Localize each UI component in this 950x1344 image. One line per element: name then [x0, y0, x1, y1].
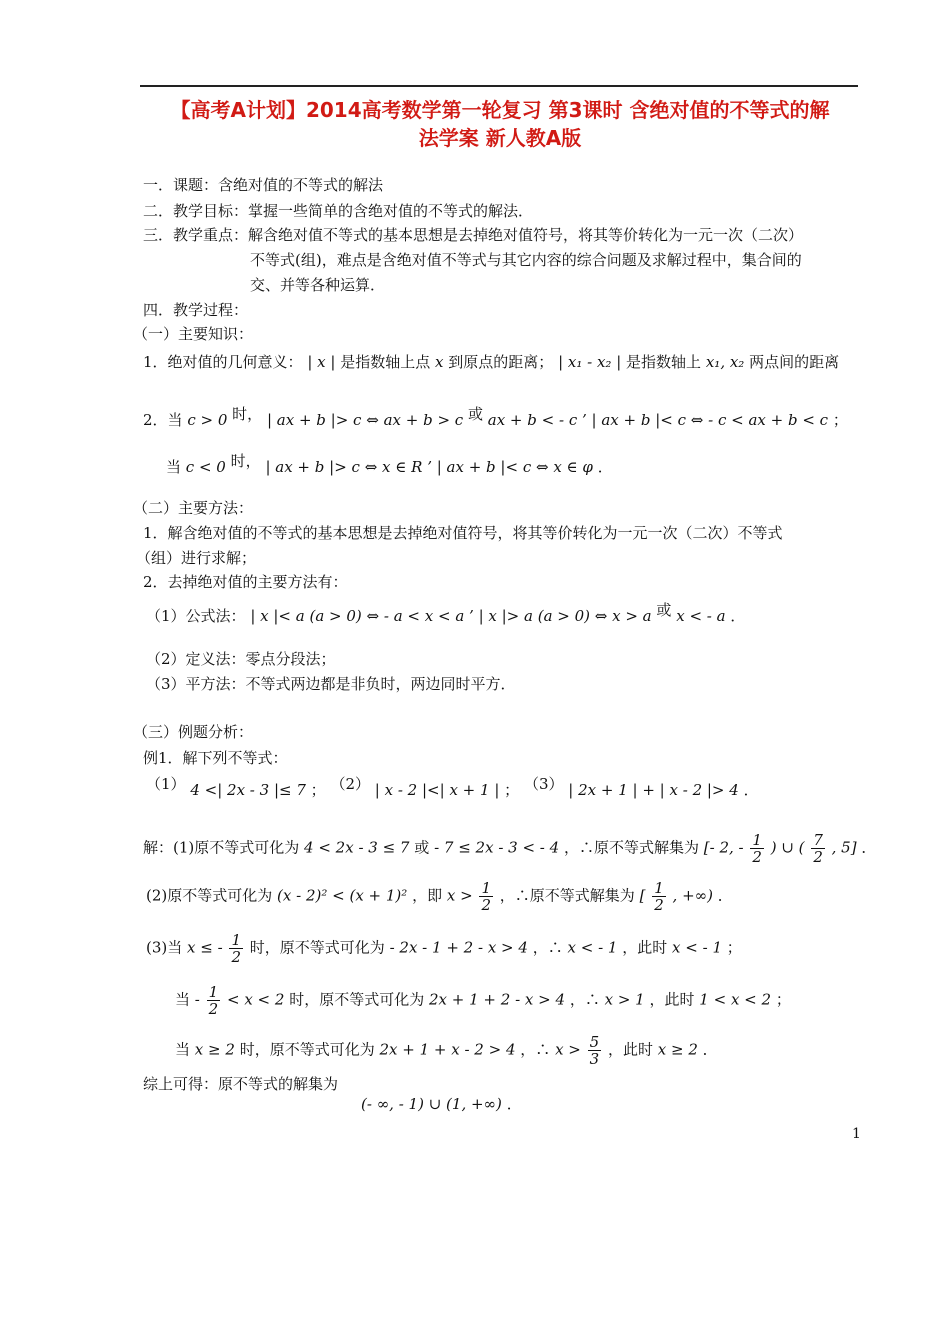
- math-expression: - 2x - 1 + 2 - x > 4: [389, 938, 528, 957]
- text: 综上可得：原不等式的解集为: [143, 1075, 339, 1093]
- math-expression: [- 2, -: [703, 838, 744, 857]
- process-heading: 四．教学过程：: [143, 301, 249, 319]
- text: ．: [597, 458, 613, 476]
- text: ．: [702, 1040, 718, 1059]
- text: （3）: [523, 775, 564, 793]
- math-expression: x ≥ 2: [657, 1040, 698, 1059]
- knowledge-item-2: [143, 405, 848, 430]
- text: 当: [175, 1040, 191, 1059]
- text: ；: [775, 990, 791, 1009]
- title-line-2: 法学案 新人教A版: [418, 126, 582, 150]
- text: ．: [717, 886, 733, 905]
- method-2: 2．去掉绝对值的主要方法有：: [143, 573, 348, 591]
- text: ，∴: [569, 990, 600, 1009]
- text: 是指数轴上: [626, 353, 702, 371]
- math-expression: x ≤ -: [187, 938, 223, 957]
- text: (3)当: [146, 938, 183, 957]
- text: ，此时: [622, 938, 668, 957]
- method-definition: （2）定义法：零点分段法；: [146, 650, 336, 668]
- text: ．: [861, 838, 877, 857]
- math-expression: ax + b < - c: [487, 411, 578, 429]
- text: （1）公式法：: [146, 607, 246, 625]
- main-knowledge-heading: （一）主要知识：: [133, 325, 254, 343]
- fraction: $\frac{1}{2}$: [752, 831, 762, 866]
- focus-line-2: 不等式(组)，难点是含绝对值不等式与其它内容的综合问题及求解过程中，集合间的: [250, 251, 802, 269]
- math-condition: c < 0: [185, 458, 226, 476]
- text: 到原点的距离；: [448, 353, 554, 371]
- math-expression: (x - 2)² < (x + 1)²: [277, 886, 408, 905]
- topic-line: 一．课题：含绝对值的不等式的解法: [143, 176, 384, 194]
- text: ，∴: [532, 938, 563, 957]
- math-condition: c > 0: [187, 411, 228, 429]
- math-expression: | 2x + 1 | + | x - 2 |> 4: [568, 781, 739, 799]
- text: （1）: [146, 775, 186, 793]
- math-expression: 2x + 1 + 2 - x > 4: [429, 990, 566, 1009]
- text: ．: [743, 781, 759, 799]
- math-expression: x < - a: [676, 607, 726, 625]
- text: 时，: [230, 452, 261, 470]
- text: ，∴: [520, 1040, 551, 1059]
- fraction: $\frac{7}{2}$: [813, 831, 823, 866]
- text: ；: [310, 781, 326, 799]
- solution-2: [146, 880, 733, 913]
- math-expression: , 5]: [831, 838, 857, 857]
- text: 当: [175, 990, 191, 1009]
- math-expression: - 7 ≤ 2x - 3 < - 4: [434, 838, 560, 857]
- math-expression: -: [194, 990, 200, 1009]
- text: 2．当: [143, 411, 183, 429]
- fraction: $\frac{1}{2}$: [654, 879, 664, 914]
- method-1-line-1: 1．解含绝对值的不等式的基本思想是去掉绝对值符号，将其等价转化为一元一次（二次）不等式: [143, 524, 783, 542]
- text: 1．绝对值的几何意义：: [143, 353, 303, 371]
- knowledge-item-3: [166, 452, 613, 477]
- math-expression: , +∞): [672, 886, 713, 905]
- text: ．: [506, 1095, 522, 1113]
- text: 时，: [232, 405, 263, 423]
- examples-heading: （三）例题分析：: [133, 723, 254, 741]
- math-expression: 4 <| 2x - 3 |≤ 7: [190, 781, 306, 799]
- fraction: $\frac{1}{2}$: [481, 879, 491, 914]
- math-expression: < x < 2: [226, 990, 285, 1009]
- math-expression: x < - 1: [567, 938, 618, 957]
- text: ，此时: [607, 1040, 653, 1059]
- document-title: [130, 96, 870, 152]
- math-expression: 4 < 2x - 3 ≤ 7: [304, 838, 410, 857]
- text: ，∴原不等式解集为: [499, 886, 635, 905]
- text: 时，原不等式可化为: [249, 938, 385, 957]
- text: （2）: [330, 775, 371, 793]
- solution-1: [143, 832, 876, 865]
- summary-line: [143, 1074, 522, 1114]
- header-rule: [140, 85, 858, 87]
- math-expression: x >: [446, 886, 473, 905]
- text: 当: [166, 458, 182, 476]
- text: 时，原不等式可化为: [239, 1040, 375, 1059]
- math-expression: | x - 2 |<| x + 1 |: [374, 781, 500, 799]
- math-expression: | ax + b |> c ⇔ x ∈ R ’ | ax + b |< c ⇔ x ∈ φ: [265, 458, 593, 476]
- solution-3-case-2: [175, 984, 791, 1017]
- method-square: （3）平方法：不等式两边都是非负时，两边同时平方．: [146, 675, 516, 693]
- text: ，∴原不等式解集为: [563, 838, 699, 857]
- math-abs-x: | x |: [307, 353, 336, 371]
- text: (2)原不等式可化为: [146, 886, 273, 905]
- text: ；: [832, 411, 848, 429]
- math-expression: (- ∞, - 1) ∪ (1, +∞): [361, 1095, 502, 1113]
- text: ；: [726, 938, 742, 957]
- solution-3-case-3: [175, 1034, 718, 1067]
- fraction: $\frac{1}{2}$: [231, 931, 241, 966]
- text: 时，原不等式可化为: [289, 990, 425, 1009]
- text: ，此时: [649, 990, 695, 1009]
- math-expression: x >: [555, 1040, 581, 1059]
- main-methods-heading: （二）主要方法：: [133, 499, 254, 517]
- example-1-problems: [146, 775, 759, 800]
- method-formula: [146, 601, 746, 626]
- math-expression: x < - 1: [672, 938, 722, 957]
- math-expression: [: [639, 886, 646, 905]
- fraction: $\frac{1}{2}$: [208, 983, 219, 1018]
- goal-line: 二．教学目标：掌握一些简单的含绝对值的不等式的解法．: [143, 202, 534, 220]
- knowledge-item-1: [143, 352, 839, 372]
- math-expression: | ax + b |> c ⇔ ax + b > c: [266, 411, 464, 429]
- math-expression: 2x + 1 + x - 2 > 4: [379, 1040, 516, 1059]
- text: 两点间的距离: [749, 353, 840, 371]
- page-number: 1: [852, 1126, 861, 1142]
- text: ，即: [412, 886, 443, 905]
- method-1-line-2: （组）进行求解；: [136, 549, 257, 567]
- focus-line-3: 交、并等各种运算．: [250, 276, 386, 294]
- text: 是指数轴上点: [340, 353, 431, 371]
- text: 解：(1)原不等式可化为: [143, 838, 300, 857]
- title-line-1: 【高考A计划】2014高考数学第一轮复习 第3课时 含绝对值的不等式的解: [170, 98, 830, 122]
- math-abs-diff: | x₁ - x₂ |: [558, 353, 622, 371]
- focus-line-1: 三．教学重点：解含绝对值不等式的基本思想是去掉绝对值符号，将其等价转化为一元一次（二次）: [143, 226, 804, 244]
- solution-3-case-1: [146, 932, 742, 965]
- text: 或: [467, 405, 483, 423]
- example-1-heading: 例1．解下列不等式：: [143, 749, 288, 767]
- math-expression: x > 1: [604, 990, 645, 1009]
- text: ．: [730, 607, 746, 625]
- text: 或: [656, 601, 672, 619]
- text: ；: [504, 781, 520, 799]
- math-expression: x ≥ 2: [194, 1040, 235, 1059]
- math-expression: ) ∪ (: [770, 838, 805, 857]
- math-x1-x2: x₁, x₂: [705, 353, 745, 371]
- math-x: x: [435, 353, 444, 371]
- text: 或: [414, 838, 430, 857]
- math-expression: ’ | ax + b |< c ⇔ - c < ax + b < c: [582, 411, 829, 429]
- math-expression: | x |< a (a > 0) ⇔ - a < x < a ’ | x |> a (a > 0) ⇔ x > a: [250, 607, 652, 625]
- fraction: $\frac{5}{3}$: [589, 1033, 600, 1068]
- math-expression: 1 < x < 2: [699, 990, 772, 1009]
